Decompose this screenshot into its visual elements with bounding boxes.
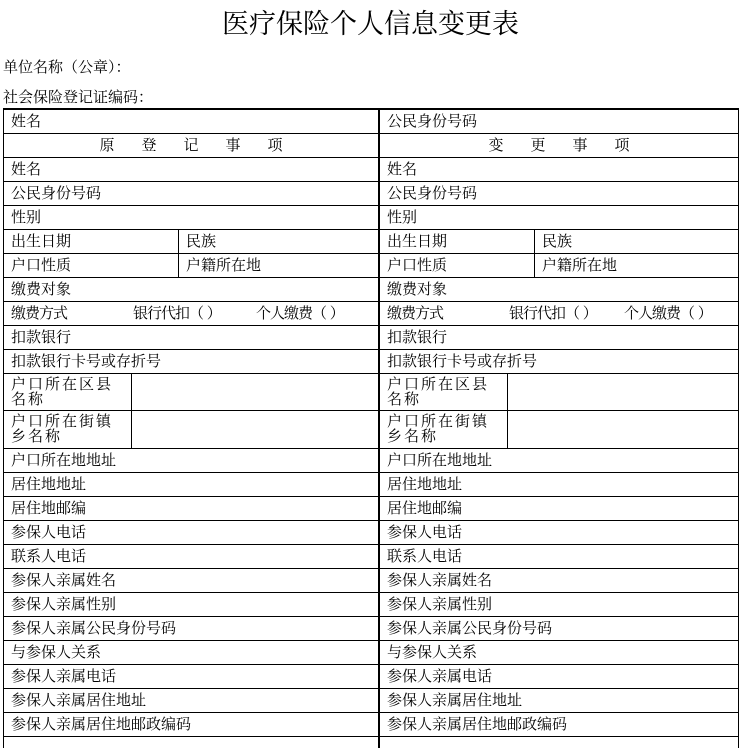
new-town-value bbox=[507, 411, 738, 448]
change-form-table bbox=[3, 108, 739, 748]
birth-date-label: 出生日期 bbox=[11, 232, 72, 250]
new-relative-name-label: 参保人亲属姓名 bbox=[387, 571, 493, 589]
new-id-label: 公民身份号码 bbox=[387, 184, 478, 202]
new-county-label-line2: 名称 bbox=[387, 390, 422, 408]
new-bank-label: 扣款银行 bbox=[387, 328, 448, 346]
new-county-row bbox=[380, 374, 738, 411]
original-heading: 原登记事项 bbox=[99, 136, 310, 154]
new-residence-address-row bbox=[380, 473, 738, 497]
residence-postcode-label: 居住地邮编 bbox=[11, 499, 87, 517]
new-bank-card-row bbox=[380, 350, 738, 374]
relative-postcode-label: 参保人亲属居住地邮政编码 bbox=[11, 715, 192, 733]
insured-phone-row bbox=[4, 521, 378, 545]
hukou-location-label: 户籍所在地 bbox=[178, 254, 378, 277]
hukou-address-row bbox=[4, 449, 378, 473]
new-payer-type-row bbox=[380, 278, 738, 302]
new-relative-phone-row bbox=[380, 665, 738, 689]
relative-gender-row bbox=[4, 593, 378, 617]
self-pay-option: 个人缴费（ ） bbox=[256, 304, 344, 322]
top-id-label: 公民身份号码 bbox=[387, 112, 478, 130]
county-value bbox=[131, 374, 378, 410]
town-value bbox=[131, 411, 378, 448]
hukou-address-label: 户口所在地地址 bbox=[11, 451, 117, 469]
town-label bbox=[4, 411, 127, 448]
contact-phone-row bbox=[4, 545, 378, 569]
id-label: 公民身份号码 bbox=[11, 184, 102, 202]
hukou-row bbox=[4, 254, 378, 278]
relative-name-row bbox=[4, 569, 378, 593]
new-relative-name-row bbox=[380, 569, 738, 593]
new-relative-phone-label: 参保人亲属电话 bbox=[387, 667, 493, 685]
relative-phone-row bbox=[4, 665, 378, 689]
relative-phone-label: 参保人亲属电话 bbox=[11, 667, 117, 685]
bank-deduct-option: 银行代扣（ ） bbox=[133, 304, 221, 322]
new-relative-gender-label: 参保人亲属性别 bbox=[387, 595, 493, 613]
bank-label: 扣款银行 bbox=[11, 328, 72, 346]
relative-id-label: 参保人亲属公民身份号码 bbox=[11, 619, 177, 637]
relation-label: 与参保人关系 bbox=[11, 643, 102, 661]
new-bank-row bbox=[380, 326, 738, 350]
hukou-type-label: 户口性质 bbox=[11, 256, 72, 274]
ethnicity-label: 民族 bbox=[178, 230, 378, 253]
top-name-label: 姓名 bbox=[11, 112, 42, 130]
new-relative-postcode-label: 参保人亲属居住地邮政编码 bbox=[387, 715, 568, 733]
new-hukou-location-label: 户籍所在地 bbox=[534, 254, 738, 277]
gender-label: 性别 bbox=[11, 208, 42, 226]
new-pay-method-row bbox=[380, 302, 738, 326]
county-row bbox=[4, 374, 378, 411]
birth-ethnicity-row bbox=[4, 230, 378, 254]
form-title: 医疗保险个人信息变更表 bbox=[222, 9, 519, 40]
new-gender-label: 性别 bbox=[387, 208, 418, 226]
contact-phone-label: 联系人电话 bbox=[11, 547, 87, 565]
relative-address-row bbox=[4, 689, 378, 713]
new-name-label: 姓名 bbox=[387, 160, 418, 178]
new-town-label-line2: 乡名称 bbox=[387, 427, 439, 445]
pay-method-label: 缴费方式 bbox=[11, 304, 68, 322]
relative-address-label: 参保人亲属居住地址 bbox=[11, 691, 147, 709]
new-relative-address-label: 参保人亲属居住地址 bbox=[387, 691, 523, 709]
original-column bbox=[4, 110, 378, 748]
new-payer-type-label: 缴费对象 bbox=[387, 280, 448, 298]
residence-address-label: 居住地地址 bbox=[11, 475, 87, 493]
new-hukou-type-label: 户口性质 bbox=[387, 256, 448, 274]
new-county-label bbox=[380, 374, 503, 410]
county-label-line1: 户口所在区县 bbox=[11, 375, 114, 393]
new-bank-deduct-option: 银行代扣（ ） bbox=[509, 304, 597, 322]
bank-card-row bbox=[4, 350, 378, 374]
new-name-row bbox=[380, 158, 738, 182]
relation-row bbox=[4, 641, 378, 665]
payer-type-row bbox=[4, 278, 378, 302]
new-birth-date-label: 出生日期 bbox=[387, 232, 448, 250]
relative-postcode-row bbox=[4, 713, 378, 737]
new-county-label-line1: 户口所在区县 bbox=[387, 375, 490, 393]
new-bank-card-label: 扣款银行卡号或存折号 bbox=[387, 352, 538, 370]
bank-card-label: 扣款银行卡号或存折号 bbox=[11, 352, 162, 370]
registration-code-label: 社会保险登记证编码： bbox=[3, 88, 154, 106]
top-id-row bbox=[380, 110, 738, 134]
new-relative-gender-row bbox=[380, 593, 738, 617]
bank-row bbox=[4, 326, 378, 350]
name-label: 姓名 bbox=[11, 160, 42, 178]
new-relation-row bbox=[380, 641, 738, 665]
new-relative-postcode-row bbox=[380, 713, 738, 737]
new-residence-address-label: 居住地地址 bbox=[387, 475, 463, 493]
new-hukou-address-label: 户口所在地地址 bbox=[387, 451, 493, 469]
pay-method-row bbox=[4, 302, 378, 326]
new-hukou-row bbox=[380, 254, 738, 278]
new-contact-phone-row bbox=[380, 545, 738, 569]
new-insured-phone-row bbox=[380, 521, 738, 545]
new-residence-postcode-label: 居住地邮编 bbox=[387, 499, 463, 517]
changed-column bbox=[380, 110, 738, 748]
new-gender-row bbox=[380, 206, 738, 230]
new-pay-method-label: 缴费方式 bbox=[387, 304, 444, 322]
town-label-line1: 户口所在街镇 bbox=[11, 412, 114, 430]
town-label-line2: 乡名称 bbox=[11, 427, 63, 445]
new-hukou-address-row bbox=[380, 449, 738, 473]
county-label bbox=[4, 374, 127, 410]
relative-name-label: 参保人亲属姓名 bbox=[11, 571, 117, 589]
residence-address-row bbox=[4, 473, 378, 497]
town-row bbox=[4, 411, 378, 449]
new-relation-label: 与参保人关系 bbox=[387, 643, 478, 661]
new-relative-id-label: 参保人亲属公民身份号码 bbox=[387, 619, 553, 637]
new-contact-phone-label: 联系人电话 bbox=[387, 547, 463, 565]
new-birth-ethnicity-row bbox=[380, 230, 738, 254]
new-insured-phone-label: 参保人电话 bbox=[387, 523, 463, 541]
new-self-pay-option: 个人缴费（ ） bbox=[624, 304, 712, 322]
insured-phone-label: 参保人电话 bbox=[11, 523, 87, 541]
changed-heading: 变更事项 bbox=[488, 136, 657, 154]
original-heading-row bbox=[4, 134, 378, 158]
new-town-label-line1: 户口所在街镇 bbox=[387, 412, 490, 430]
relative-gender-label: 参保人亲属性别 bbox=[11, 595, 117, 613]
unit-name-label: 单位名称（公章）： bbox=[3, 58, 131, 76]
relative-id-row bbox=[4, 617, 378, 641]
changed-heading-row bbox=[380, 134, 738, 158]
id-row bbox=[4, 182, 378, 206]
payer-type-label: 缴费对象 bbox=[11, 280, 72, 298]
new-county-value bbox=[507, 374, 738, 410]
gender-row bbox=[4, 206, 378, 230]
new-town-row bbox=[380, 411, 738, 449]
name-row bbox=[4, 158, 378, 182]
new-residence-postcode-row bbox=[380, 497, 738, 521]
new-ethnicity-label: 民族 bbox=[534, 230, 738, 253]
new-id-row bbox=[380, 182, 738, 206]
county-label-line2: 名称 bbox=[11, 390, 46, 408]
new-relative-id-row bbox=[380, 617, 738, 641]
top-name-row bbox=[4, 110, 378, 134]
new-relative-address-row bbox=[380, 689, 738, 713]
residence-postcode-row bbox=[4, 497, 378, 521]
new-town-label bbox=[380, 411, 503, 448]
